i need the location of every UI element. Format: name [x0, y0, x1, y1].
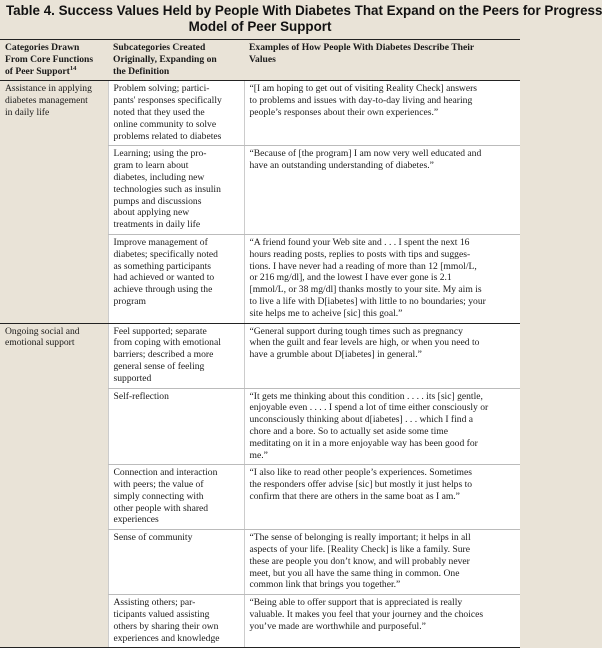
example-quote-cell: “General support during tough times such as pregnancy when the guilt and fear levels are high, or when you need to have a grumble about D[iabetes] in general.” [244, 323, 520, 388]
subcategory-cell: Problem solving; partici- pants' responses specifically noted that they used the online community to solve problems related to diabetes [108, 81, 244, 146]
example-quote-cell: “I also like to read other people’s experiences. Sometimes the responders offer advise [sic] but mostly it just helps to confirm that there are others in the same boat as I am.” [244, 465, 520, 530]
peer-support-table [0, 39, 520, 648]
table-title-line-1: Table 4. Success Values Held by People With Diabetes That Expand on the Peers for Progress [6, 3, 602, 18]
header-subcategories: Subcategories Created Originally, Expanding on the Definition [108, 40, 244, 81]
subcategory-cell: Sense of community [108, 530, 244, 595]
example-quote-cell: “Because of [the program] I am now very well educated and have an outstanding understanding of diabetes.” [244, 146, 520, 235]
example-quote-cell: “[I am hoping to get out of visiting Reality Check] answers to problems and issues with day-to-day living and hearing people’s responses about their own experiences.” [244, 81, 520, 146]
subcategory-cell: Self-reflection [108, 388, 244, 465]
header-categories: Categories Drawn From Core Functions of Peer Support$^{14}$ [0, 40, 108, 81]
table-title-line-2: Model of Peer Support [188, 19, 332, 34]
subcategory-cell: Connection and interaction with peers; the value of simply connecting with other people with shared experiences [108, 465, 244, 530]
subcategory-cell: Feel supported; separate from coping with emotional barriers; described a more general sense of feeling supported [108, 323, 244, 388]
example-quote-cell: “It gets me thinking about this condition . . . . its [sic] gentle, enjoyable even . . . . I spend a lot of time either consciously or unconsciously thinking about d[iabetes] . . . which I find a chore and a bore. So to actually set aside some time meditating on it in a more enjoyable way has been good for me.” [244, 388, 520, 465]
table-row [0, 323, 520, 388]
example-quote-cell: “The sense of belonging is really important; it helps in all aspects of your life. [Reality Check] is like a family. Sure these are people you don’t know, and will probably never meet, but you all have the same thing in common. One common link that brings you together.” [244, 530, 520, 595]
footnote-ref: 14 [69, 64, 77, 72]
subcategory-cell: Learning; using the pro- gram to learn about diabetes, including new technologies such as insulin pumps and discussions about applying new treatments in daily life [108, 146, 244, 235]
subcategory-cell: Improve management of diabetes; specifically noted as something participants had achieved or wanted to achieve through using the program [108, 234, 244, 323]
example-quote-cell: “Being able to offer support that is appreciated is really valuable. It makes you feel that your journey and the choices you’ve made are worthwhile and purposeful.” [244, 595, 520, 648]
category-cell: Ongoing social and emotional support [0, 323, 108, 648]
category-cell: Assistance in applying diabetes management in daily life [0, 81, 108, 323]
table-row [0, 81, 520, 146]
table-header-row [0, 40, 520, 81]
subcategory-cell: Assisting others; par- ticipants valued assisting others by sharing their own experiences and knowledge [108, 595, 244, 648]
table-body [0, 81, 520, 648]
example-quote-cell: “A friend found your Web site and . . . I spent the next 16 hours reading posts, replies to posts with tips and sugges- tions. I have never had a reading of more than 12 [mmol/L, or 216 mg/dl], and the lowest I have ever gone is 2.1 [mmol/L, or 38 mg/dl] thanks mostly to your site. My aim is to live a life with D[iabetes] with little to no boundaries; your site helps me to acheive [sic] this goal.” [244, 234, 520, 323]
table-title [0, 0, 602, 39]
header-examples: Examples of How People With Diabetes Describe Their Values [244, 40, 520, 81]
